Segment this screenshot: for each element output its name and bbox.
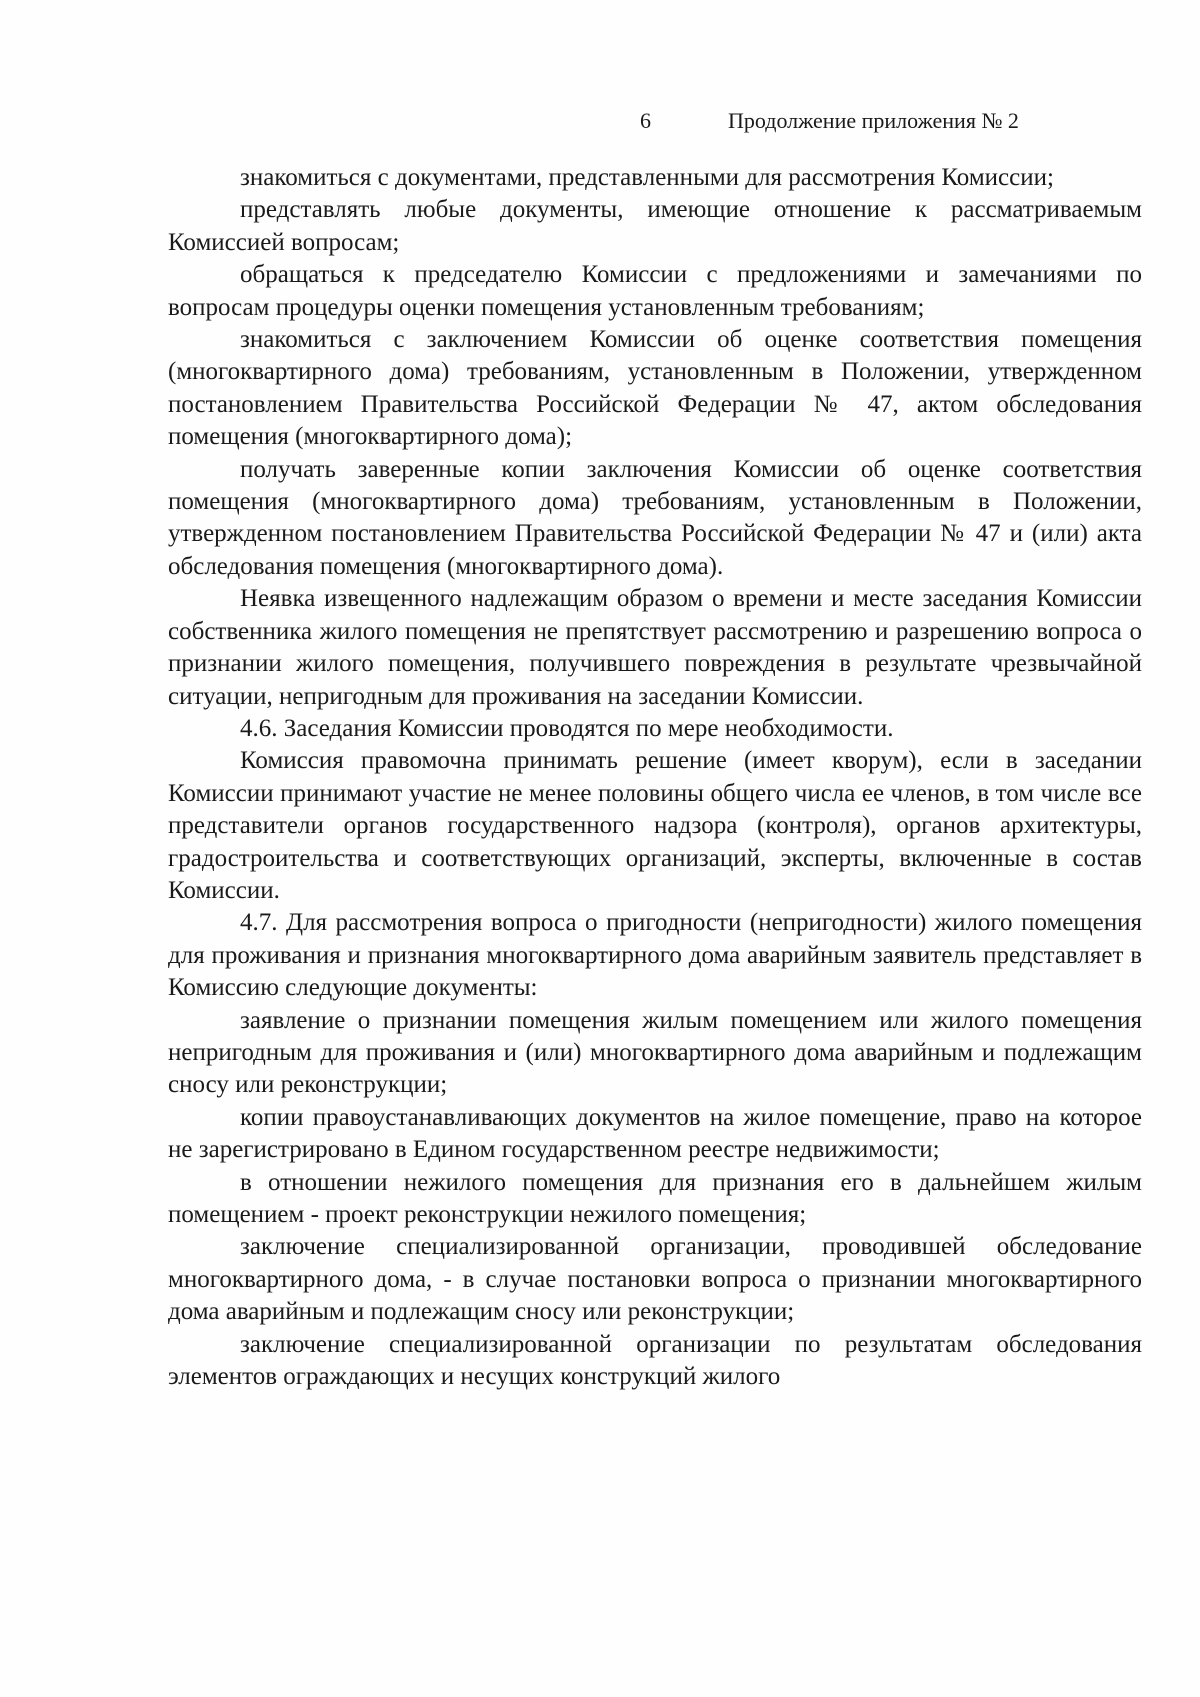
appendix-continuation-label: Продолжение приложения № 2 (728, 108, 1019, 133)
list-item-building-survey-conclusion: заключение специализированной организации, проводившей обследование многоквартирного дома, - в случае постановки вопроса о признании многоквартирного дома аварийным и подлежащим сносу или реконструкции; (168, 1233, 1142, 1326)
clause-4-6: 4.6. Заседания Комиссии проводятся по мере необходимости. (240, 714, 894, 742)
document-body (168, 162, 1142, 1393)
list-item-reconstruction-project: в отношении нежилого помещения для признания его в дальнейшем жилым помещением - проект реконструкции нежилого помещения; (168, 1168, 1142, 1228)
paragraph-right-address-chairman: обращаться к председателю Комиссии с предложениями и замечаниями по вопросам процедуры оценки помещения установленным требованиям; (168, 261, 1142, 321)
page-number: 6 (640, 108, 651, 133)
paragraph-right-receive-copies: получать заверенные копии заключения Комиссии об оценке соответствия помещения (многоквартирного дома) требованиям, установленным в Положении, утвержденном постановлением Правительства Российской Федерации № 47 и (или) акта обследования помещения (многоквартирного дома). (168, 455, 1142, 580)
paragraph-right-review-conclusion: знакомиться с заключением Комиссии об оценке соответствия помещения (многоквартирного дома) требованиям, установленным в Положении, утвержденном постановлением Правительства Российской Федерации № 47, актом обследования помещения (многоквартирного дома); (168, 326, 1142, 451)
list-item-title-documents: копии правоустанавливающих документов на жилое помещение, право на которое не зарегистрировано в Едином государственном реестре недвижимости; (168, 1103, 1142, 1164)
paragraph-right-review-documents: знакомиться с документами, представленными для рассмотрения Комиссии; (240, 164, 1054, 191)
paragraph-owner-absence: Неявка извещенного надлежащим образом о времени и месте заседания Комиссии собственника жилого помещения не препятствует рассмотрению и разрешению вопроса о признании жилого помещения, получившего повреждения в результате чрезвычайной ситуации, непригодным для проживания на заседании Комиссии. (168, 585, 1142, 710)
page-header (0, 108, 1200, 138)
list-item-structure-survey-conclusion: заключение специализированной организации по результатам обследования элементов ограждающих и несущих конструкций жилого (168, 1330, 1142, 1391)
paragraph-quorum: Комиссия правомочна принимать решение (имеет кворум), если в заседании Комиссии принимают участие не менее половины общего числа ее членов, в том числе все представители органов государственного надзора (контроля), органов архитектуры, градостроительства и соответствующих организаций, эксперты, включенные в состав Комиссии. (168, 747, 1142, 904)
list-item-application: заявление о признании помещения жилым помещением или жилого помещения непригодным для проживания и (или) многоквартирного дома аварийным и подлежащим сносу или реконструкции; (168, 1006, 1142, 1099)
clause-4-7: 4.7. Для рассмотрения вопроса о пригодности (непригодности) жилого помещения для проживания и признания многоквартирного дома аварийным заявитель представляет в Комиссию следующие документы: (168, 909, 1142, 1002)
paragraph-right-submit-documents: представлять любые документы, имеющие отношение к рассматриваемым Комиссией вопросам; (168, 196, 1142, 256)
